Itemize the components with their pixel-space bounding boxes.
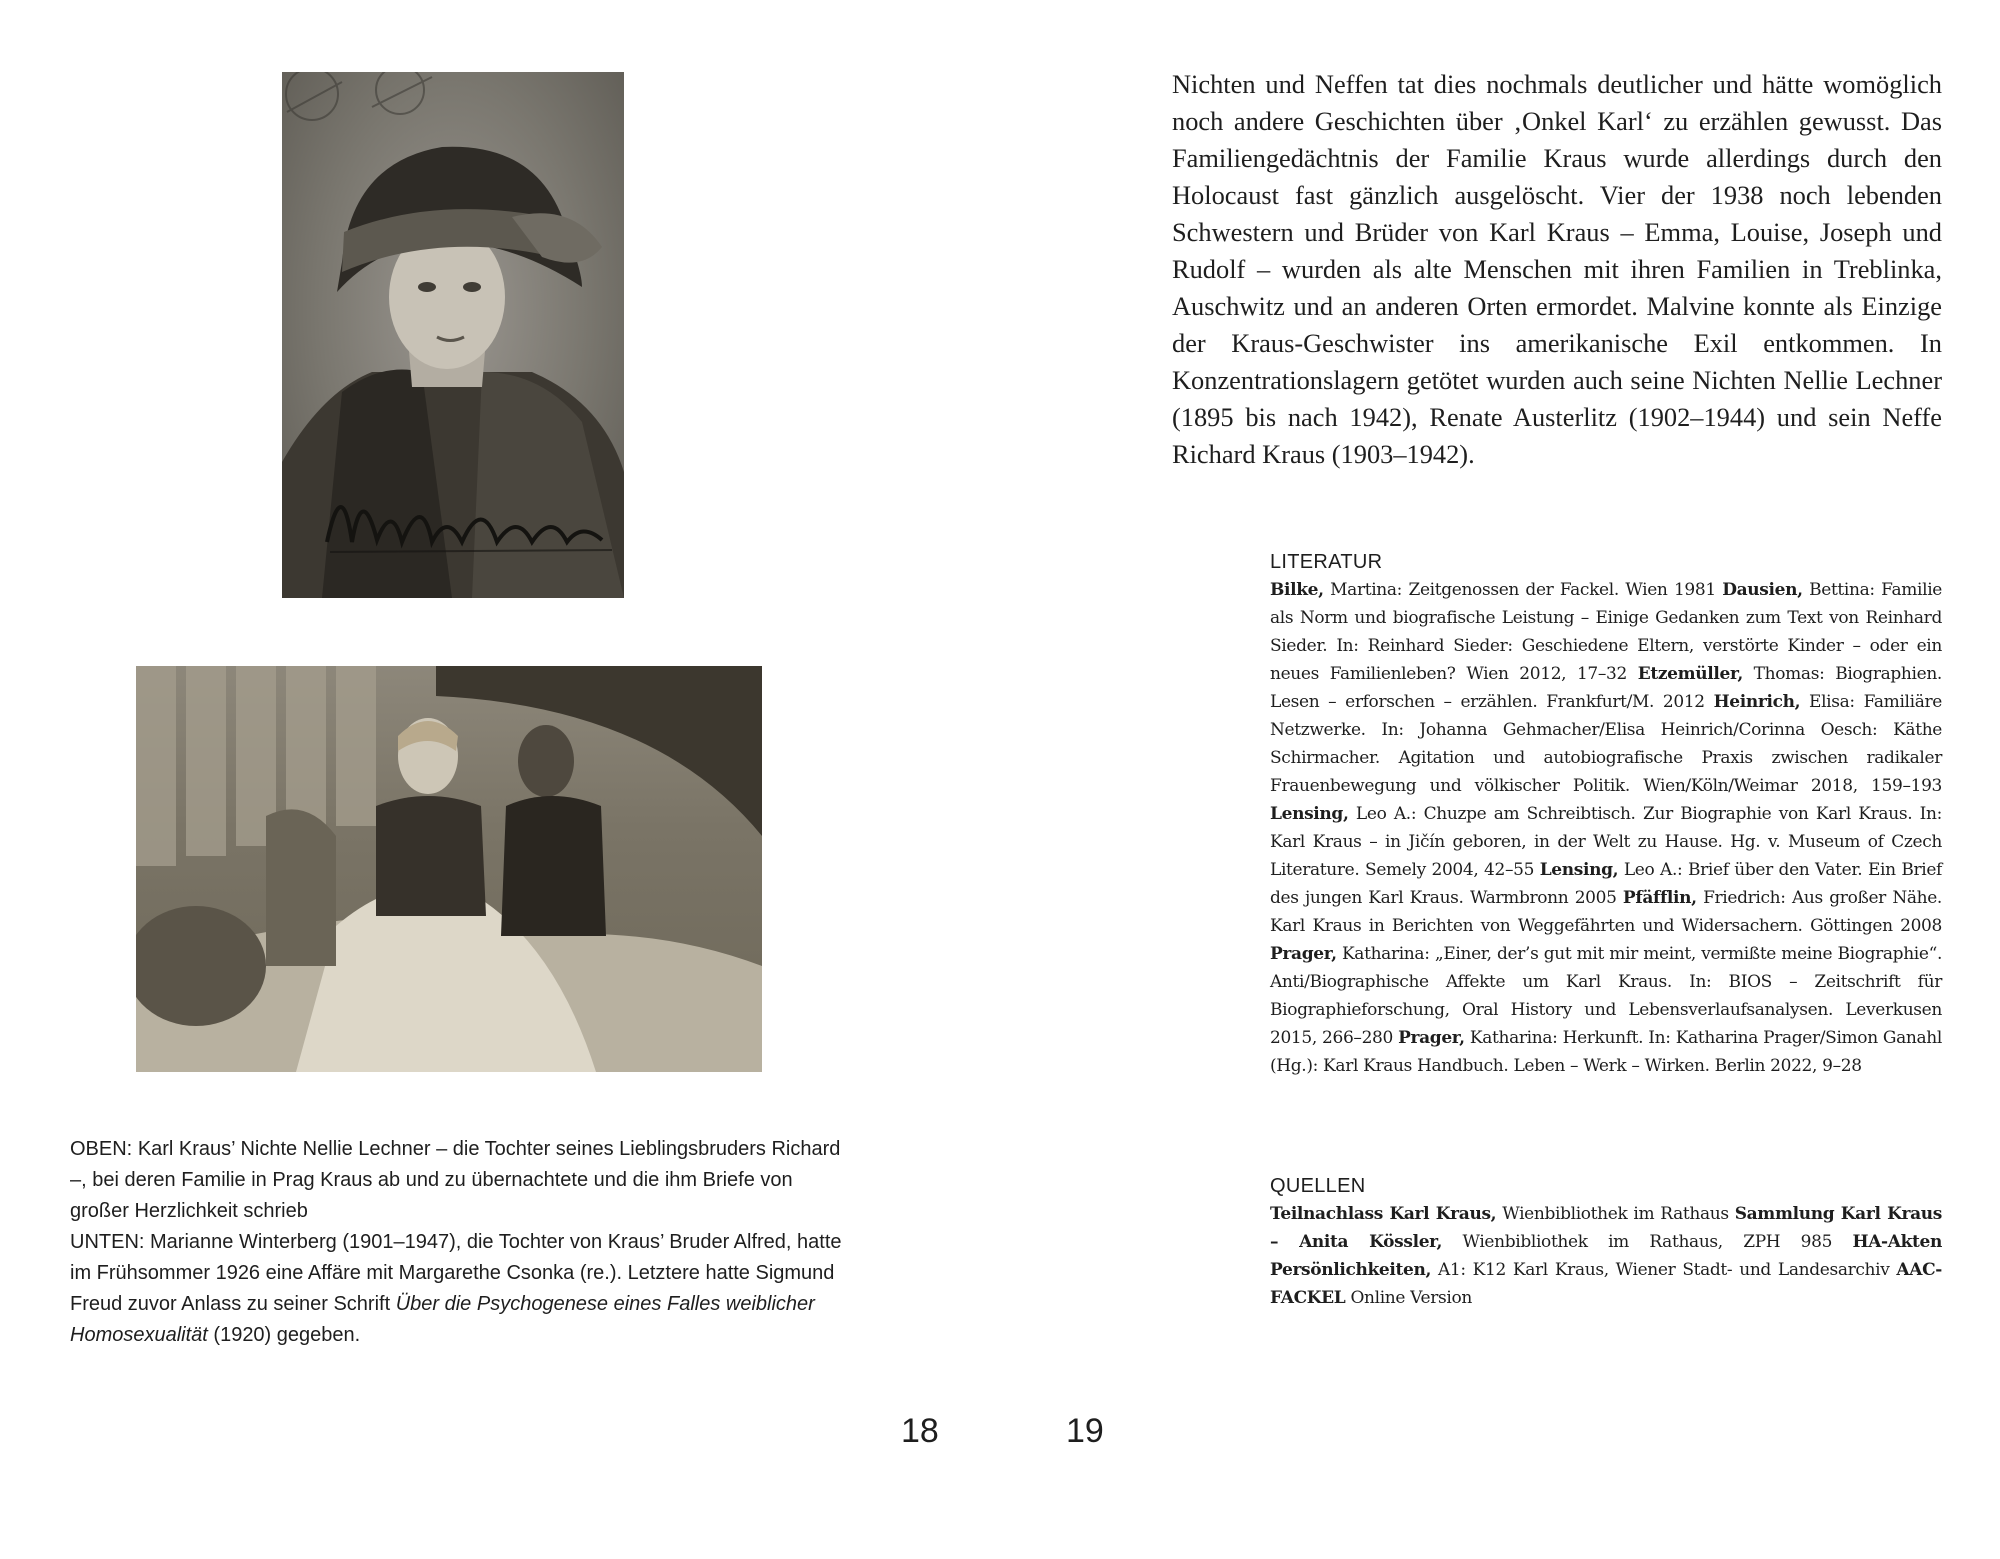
portrait-photo-nellie-lechner xyxy=(282,72,624,598)
literatur-heading: LITERATUR xyxy=(1270,551,1383,573)
literatur-entry-author: Heinrich, xyxy=(1713,692,1801,712)
literatur-entry-text: Elisa: Familiäre Netzwerke. In: Johanna Gehmacher/Elisa Heinrich/Corinna Oesch: Käthe Schirmacher. Agitation und autobiografische Praxis zwischen radikaler Frauenbewegung und völkischer Politik. Wien/Köln/Weimar 2018, 159–193 xyxy=(1270,692,1942,796)
body-text: Nichten und Neffen tat dies nochmals deutlicher und hätte womöglich noch andere Geschichten über ‚Onkel Karl‘ zu erzählen gewusst. Das Familiengedächtnis der Familie Kraus wurde allerdings durch den Holocaust fast gänzlich ausgelöscht. Vier der 1938 noch lebenden Schwestern und Brüder von Karl Kraus – Emma, Louise, Joseph und Rudolf – wurden als alte Menschen mit ihren Familien in Treblinka, Auschwitz und an anderen Orten ermordet. Malvine konnte als Einzige der Kraus-Geschwister ins amerikanische Exil entkommen. In Konzentrationslagern getötet wurden auch seine Nichten Nellie Lechner (1895 bis nach 1942), Renate Austerlitz (1902–1944) und sein Neffe Richard Kraus (1903–1942). xyxy=(1172,69,1942,469)
literatur-entry-author: Lensing, xyxy=(1539,860,1619,880)
caption-unten-end: (1920) gegeben. xyxy=(213,1324,361,1346)
caption-oben xyxy=(70,1134,850,1227)
literatur-list xyxy=(1270,576,1942,1080)
quellen-entry-author: Teilnachlass Karl Kraus, xyxy=(1270,1204,1497,1224)
quellen-entry-text: Online Version xyxy=(1345,1288,1472,1308)
quellen-entry-text: Wienbibliothek im Rathaus, ZPH 985 xyxy=(1442,1232,1853,1252)
group-photo-illustration xyxy=(136,666,762,1072)
literatur-entry-author: Lensing, xyxy=(1270,804,1349,824)
photo-caption xyxy=(70,1134,850,1351)
quellen-heading: QUELLEN xyxy=(1270,1175,1366,1197)
literatur-entry-author: Dausien, xyxy=(1722,580,1803,600)
literatur-entry-text: Katharina: Herkunft. In: Katharina Prager/Simon Ganahl (Hg.): Karl Kraus Handbuch. Leben – Werk – Wirken. Berlin 2022, 9–28 xyxy=(1270,1028,1942,1076)
caption-unten-label: UNTEN: xyxy=(70,1231,145,1253)
caption-oben-label: OBEN: xyxy=(70,1138,133,1160)
literatur-entry-author: Prager, xyxy=(1398,1028,1465,1048)
literatur-entry-text: Martina: Zeitgenossen der Fackel. Wien 1981 xyxy=(1323,580,1723,600)
quellen-entry-author: HA-Akten Persönlichkeiten, xyxy=(1270,1232,1942,1280)
literatur-entry-text: Thomas: Biographien. Lesen – erforschen – erzählen. Frankfurt/M. 2012 xyxy=(1270,664,1942,712)
quellen-entry-author: AAC-FACKEL xyxy=(1270,1260,1942,1308)
portrait-illustration xyxy=(282,72,624,598)
literatur-section xyxy=(1270,548,1942,1080)
caption-unten-text: Marianne Winterberg (1901–1947), die Tochter von Kraus’ Bruder Alfred, hatte im Frühsommer 1926 eine Affäre mit Margarethe Csonka (re.). Letztere hatte Sigmund Freud zuvor Anlass zu seiner Schrift xyxy=(70,1231,842,1315)
quellen-entry-text: Wienbibliothek im Rathaus xyxy=(1496,1204,1735,1224)
quellen-section xyxy=(1270,1172,1942,1312)
literatur-entry-author: Pfäfflin, xyxy=(1622,888,1697,908)
caption-unten-title: Über die Psychogenese eines Falles weiblicher Homosexualität xyxy=(70,1293,815,1346)
literatur-entry-text: Friedrich: Aus großer Nähe. Karl Kraus in Berichten von Weggefährten und Widersachern. Göttingen 2008 xyxy=(1270,888,1942,936)
quellen-list xyxy=(1270,1200,1942,1312)
literatur-entry-text: Katharina: „Einer, der’s gut mit mir meint, vermißte meine Biographie“. Anti/Biographische Affekte um Karl Kraus. In: BIOS – Zeitschrift für Biographieforschung, Oral History und Lebensverlaufsanalysen. Leverkusen 2015, 266–280 xyxy=(1270,944,1942,1048)
literatur-entry-author: Prager, xyxy=(1270,944,1337,964)
right-page xyxy=(1000,0,2000,1559)
caption-oben-text: Karl Kraus’ Nichte Nellie Lechner – die Tochter seines Lieblingsbruders Richard –, bei deren Familie in Prag Kraus ab und zu übernachtete und die ihm Briefe von großer Herzlichkeit schrieb xyxy=(70,1138,841,1222)
page-number-left: 18 xyxy=(901,1412,939,1450)
quellen-entry-author: Sammlung Karl Kraus – Anita Kössler, xyxy=(1270,1204,1942,1252)
literatur-entry-text: Leo A.: Brief über den Vater. Ein Brief des jungen Karl Kraus. Warmbronn 2005 xyxy=(1270,860,1942,908)
group-photo-winterberg-csonka xyxy=(136,666,762,1072)
literatur-entry-author: Etzemüller, xyxy=(1637,664,1743,684)
page-number-right: 19 xyxy=(1066,1412,1104,1450)
quellen-entry-text: A1: K12 Karl Kraus, Wiener Stadt- und Landesarchiv xyxy=(1431,1260,1897,1280)
literatur-entry-author: Bilke, xyxy=(1270,580,1324,600)
literatur-entry-text: Bettina: Familie als Norm und biografische Leistung – Einige Gedanken zum Text von Reinhard Sieder. In: Reinhard Sieder: Geschiedene Eltern, verstörte Kinder – oder ein neues Familienleben? Wien 2012, 17–32 xyxy=(1270,580,1942,684)
literatur-entry-text: Leo A.: Chuzpe am Schreibtisch. Zur Biographie von Karl Kraus. In: Karl Kraus – in Jičín geboren, in der Welt zu Hause. Hg. v. Museum of Czech Literature. Semely 2004, 42–55 xyxy=(1270,804,1942,880)
caption-unten xyxy=(70,1227,850,1351)
